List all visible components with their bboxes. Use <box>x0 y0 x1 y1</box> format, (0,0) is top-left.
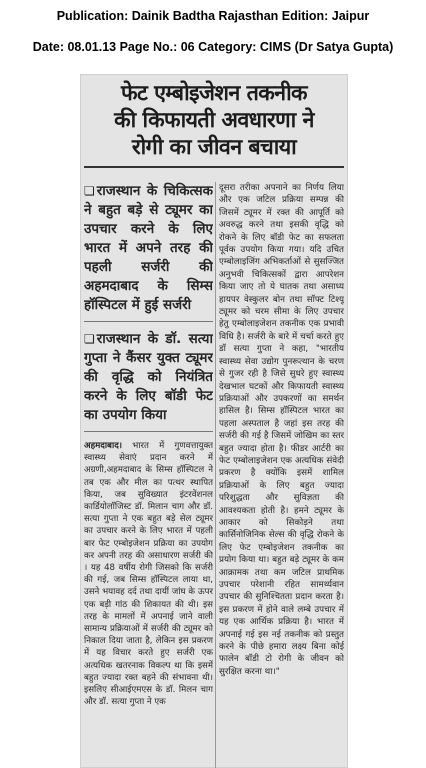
left-column <box>84 182 213 768</box>
highlight-divider <box>84 321 213 322</box>
headline-line: फेट एम्बोइजेशन तकनीक <box>121 81 307 106</box>
highlight-paragraph <box>84 182 213 315</box>
headline-line: रोगी का जीवन बचाया <box>131 135 297 160</box>
highlight-divider <box>84 431 213 432</box>
highlight-paragraph <box>84 330 213 425</box>
article-columns <box>84 182 344 768</box>
newspaper-clipping <box>80 74 348 768</box>
dateline: अहमदाबाद। <box>84 441 123 451</box>
publication-edition-line: Publication: Dainik Badtha Rajasthan Edition: Jaipur <box>56 9 370 23</box>
bullet-icon: ❏ <box>84 332 95 346</box>
headline-line: की किफायती अवधारणा ने <box>114 108 314 133</box>
highlight-text: राजस्थान के चिकित्सक ने बहुत बड़े से ट्यूमर का उपचार करने के लिए भारत में अपने तरह की पहली सर्जरी की अहमदाबाद के सिम्स हॉस्पिटल में हुई सर्जरी <box>84 183 213 313</box>
headline-divider <box>84 166 344 168</box>
column-divider <box>215 182 216 768</box>
body-text: भारत में गुणवत्तायुक्त स्वास्थ्य सेवाएं प्रदान करने में अग्रणी,अहमदाबाद के सिम्स हॉस्पिटल ने तब एक और मील का पत्थर स्थापित किया, जब सुविख्यात इंटरवेंशनल कार्डियोलॉजिस्ट डॉ. मिलान चाग और डॉ. सत्या गुप्ता ने एक बहुत बड़े सेल ट्यूमर का उपचार करने के लिए भारत में पहली बार फेट एम्बोइजेशन प्रक्रिया का उपयोग कर अपनी तरह की असाधारण सर्जरी की । यह 48 वर्षीय रोगी जिसको कि सर्जरी की गई, जब सिम्स हॉस्पिटल लाया था, उसने भयावह दर्द तथा दायीं जांघ के ऊपर एक बड़ी गांठ की शिकायत की थी। इस तरह के मामलों में अपनाई जाने वाली सामान्य प्रक्रियाओं में सर्जरी की ट्यूमर को निकाल दिया जाता है, लेकिन इस प्रकरण में यह विचार करते हुए सर्जरी एक अत्यधिक खतरनाक विकल्प था कि इसमें बहुत ज्यादा रक्त बहने की संभावना थी। इसलिए सीआईएमएस के डॉ. मिलन चाग और डॉ. सत्या गुप्ता ने एक <box>84 441 213 708</box>
article-body-right: दूसरा तरीका अपनाने का निर्णय लिया और एक जटिल प्रक्रिया सम्पन्न की जिसमें ट्यूमर में रक्त की आपूर्ति को अवरुद्ध करने तथा इसकी वृद्धि को रोकने के लिए बॉडी फेट का सफलता पूर्वक उपयोग किया गया। यदि उचित एम्बोलाइजिंग अभिकर्ताओं से सुसज्जित अनुभवी चिकित्सकों द्वारा आपरेशन किया जाए तो ये घातक तथा असाध्य हायपर वेस्कुलर बोन तथा सॉफ्ट टिश्यू ट्यूमर को चरम सीमा के लिए उपचार हेतु एम्बोलाइजेशन तकनीक एक प्रभावी विधि है। सर्जरी के बारे में चर्चा करते हुए डॉ सत्या गुप्ता ने कहा, "भारतीय स्वास्थ्य सेवा उद्योग पुनरूत्थान के चरण से गुजर रही है जिसे सुधरे हुए स्वास्थ्य देखभाल घटकों और किफायती स्वास्थ्य प्रक्रियाओं और उपकरणों का समर्थन हासिल है। सिम्स हॉस्पिटल भारत का पहला अस्पताल है जहां इस तरह की सर्जरी की गई है जिसमें जोखिम का स्तर बहुत ज्यादा होता है। फीडर आर्टरी का फेट एम्बोलाइजेशन एक अत्यधिक संवेदी प्रकरण है क्योंकि इसमें शामिल प्रक्रियाओं के लिए बहुत ज्यादा परिशुद्धता और सुविज्ञता की आवश्यकता होती है। हमने ट्यूमर के आकार को सिकोड़ने तथा कार्सिनोजिनिक सेल्स की वृद्धि रोकने के लिए फेट एम्बोइजेशन तकनीक का प्रयोग किया था। बहुत बड़े ट्यूमर के कम आक्रामक तथा कम जटिल प्राथमिक उपचार परेशानी रहित सामर्थ्यवान उपचार की सुनिश्चितता प्रदान करता है। इस प्रकरण में होने वाले लम्बे उपचार में यह एक आर्थिक प्रक्रिया है। भारत में अपनाई गई इस नई तकनीक को प्रस्तुत करने के पीछे हमारा लक्ष्य बिना कोई फालेन बॉडी टो रोगी के जीवन को सुरक्षित करना था।" <box>219 183 344 677</box>
right-column <box>219 182 344 768</box>
highlight-text: राजस्थान के डॉ. सत्या गुप्ता ने कैंसर युक्त ट्यूमर की वृद्धि को नियंत्रित करने के लिए बॉडी फेट का उपयोग किया <box>84 331 213 423</box>
article-headline <box>86 80 342 161</box>
date-page-category-line: Date: 08.01.13 Page No.: 06 Category: CIMS (Dr Satya Gupta) <box>32 40 394 54</box>
article-body-left <box>84 440 213 708</box>
bullet-icon: ❏ <box>84 184 95 198</box>
